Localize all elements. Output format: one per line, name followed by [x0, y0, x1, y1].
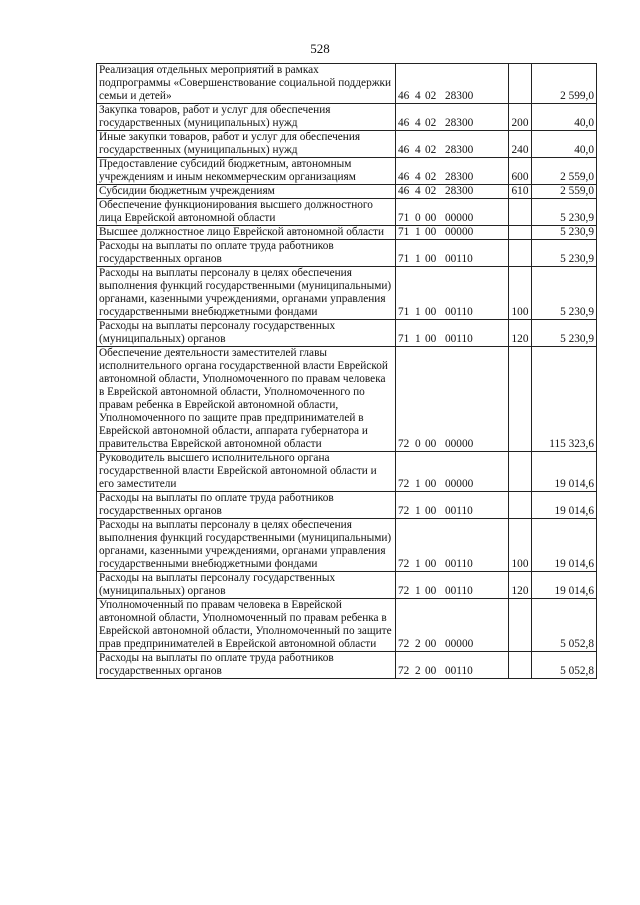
table-row — [97, 240, 597, 267]
expense-name: Закупка товаров, работ и услуг для обеспечения государственных (муниципальных) нужд — [97, 104, 396, 131]
amount: 2 559,0 — [532, 185, 597, 199]
target-code — [396, 131, 509, 158]
target-code-part: 00110 — [445, 665, 473, 677]
target-code-part: 00110 — [445, 505, 473, 517]
expense-type-code: 120 — [509, 320, 532, 347]
target-code-part: 72 — [398, 558, 410, 570]
target-code-part: 46 — [398, 117, 410, 129]
target-code — [396, 452, 509, 492]
target-code-part: 00 — [425, 333, 437, 345]
amount: 19 014,6 — [532, 492, 597, 519]
expense-type-code — [509, 452, 532, 492]
expense-type-code — [509, 347, 532, 452]
table-row — [97, 347, 597, 452]
expense-name: Реализация отдельных мероприятий в рамках подпрограммы «Совершенствование социальной поддержки семьи и детей» — [97, 64, 396, 104]
budget-table-body — [97, 64, 597, 679]
target-code — [396, 347, 509, 452]
table-row — [97, 131, 597, 158]
table-row — [97, 104, 597, 131]
target-code-part: 00 — [425, 306, 437, 318]
expense-name: Обеспечение деятельности заместителей главы исполнительного органа государственной власти Еврейской автономной области, Уполномоченного по правам человека в Еврейской автономной области, Уполномоченного по правам ребенка в Еврейской автономной области, Уполномоченного по защите прав предпринимателей в Еврейской автономной области, аппарата губернатора и правительства Еврейской автономной области — [97, 347, 396, 452]
target-code-part: 00 — [425, 558, 437, 570]
amount: 5 230,9 — [532, 267, 597, 320]
expense-type-code: 600 — [509, 158, 532, 185]
target-code-part: 4 — [415, 117, 421, 129]
target-code-part: 00110 — [445, 585, 473, 597]
expense-type-code: 100 — [509, 519, 532, 572]
target-code — [396, 158, 509, 185]
target-code-part: 0 — [415, 212, 421, 224]
expense-name: Расходы на выплаты по оплате труда работников государственных органов — [97, 492, 396, 519]
amount: 5 230,9 — [532, 199, 597, 226]
target-code-part: 1 — [415, 306, 421, 318]
expense-type-code: 240 — [509, 131, 532, 158]
table-row — [97, 652, 597, 679]
expense-name: Расходы на выплаты персоналу государственных (муниципальных) органов — [97, 572, 396, 599]
expense-type-code — [509, 199, 532, 226]
target-code-part: 00 — [425, 253, 437, 265]
target-code-part: 02 — [425, 171, 437, 183]
amount: 2 559,0 — [532, 158, 597, 185]
target-code-part: 4 — [415, 90, 421, 102]
expense-type-code — [509, 652, 532, 679]
target-code-part: 02 — [425, 144, 437, 156]
target-code — [396, 599, 509, 652]
target-code-part: 4 — [415, 185, 421, 197]
target-code-part: 46 — [398, 185, 410, 197]
expense-name: Расходы на выплаты персоналу в целях обеспечения выполнения функций государственными (муниципальными) органами, казенными учреждениями, органами управления государственными внебюджетными фондами — [97, 519, 396, 572]
table-row — [97, 519, 597, 572]
amount: 40,0 — [532, 104, 597, 131]
amount: 5 052,8 — [532, 652, 597, 679]
target-code-part: 46 — [398, 144, 410, 156]
table-row — [97, 226, 597, 240]
target-code-part: 4 — [415, 144, 421, 156]
target-code-part: 00 — [425, 638, 437, 650]
target-code-part: 00110 — [445, 253, 473, 265]
expense-type-code — [509, 599, 532, 652]
target-code-part: 28300 — [445, 117, 474, 129]
target-code-part: 71 — [398, 306, 410, 318]
target-code-part: 72 — [398, 505, 410, 517]
target-code — [396, 519, 509, 572]
target-code-part: 00 — [425, 212, 437, 224]
expense-name: Руководитель высшего исполнительного органа государственной власти Еврейской автономной области и его заместители — [97, 452, 396, 492]
expense-name: Иные закупки товаров, работ и услуг для обеспечения государственных (муниципальных) нужд — [97, 131, 396, 158]
target-code-part: 28300 — [445, 185, 474, 197]
amount: 19 014,6 — [532, 519, 597, 572]
target-code-part: 71 — [398, 226, 410, 238]
target-code-part: 4 — [415, 171, 421, 183]
expense-type-code: 610 — [509, 185, 532, 199]
target-code-part: 72 — [398, 438, 410, 450]
table-row — [97, 185, 597, 199]
amount: 2 599,0 — [532, 64, 597, 104]
target-code-part: 00 — [425, 478, 437, 490]
table-row — [97, 199, 597, 226]
target-code-part: 28300 — [445, 90, 474, 102]
target-code-part: 00110 — [445, 333, 473, 345]
target-code-part: 2 — [415, 638, 421, 650]
target-code-part: 72 — [398, 665, 410, 677]
expense-type-code — [509, 240, 532, 267]
target-code — [396, 226, 509, 240]
table-row — [97, 158, 597, 185]
target-code — [396, 199, 509, 226]
target-code-part: 1 — [415, 333, 421, 345]
expense-type-code: 200 — [509, 104, 532, 131]
expense-name: Высшее должностное лицо Еврейской автономной области — [97, 226, 396, 240]
table-row — [97, 267, 597, 320]
expense-name: Предоставление субсидий бюджетным, автономным учреждениям и иным некоммерческим организациям — [97, 158, 396, 185]
expense-name: Субсидии бюджетным учреждениям — [97, 185, 396, 199]
amount: 19 014,6 — [532, 452, 597, 492]
target-code-part: 00000 — [445, 638, 474, 650]
target-code-part: 1 — [415, 585, 421, 597]
target-code-part: 2 — [415, 665, 421, 677]
amount: 19 014,6 — [532, 572, 597, 599]
expense-name: Обеспечение функционирования высшего должностного лица Еврейской автономной области — [97, 199, 396, 226]
target-code-part: 71 — [398, 333, 410, 345]
target-code-part: 02 — [425, 90, 437, 102]
target-code — [396, 320, 509, 347]
expense-type-code — [509, 64, 532, 104]
target-code-part: 02 — [425, 185, 437, 197]
target-code-part: 00000 — [445, 212, 474, 224]
table-row — [97, 572, 597, 599]
expense-name: Расходы на выплаты по оплате труда работников государственных органов — [97, 652, 396, 679]
target-code-part: 00 — [425, 505, 437, 517]
target-code-part: 00000 — [445, 438, 474, 450]
target-code-part: 1 — [415, 505, 421, 517]
expense-type-code — [509, 492, 532, 519]
target-code-part: 00 — [425, 438, 437, 450]
target-code-part: 71 — [398, 253, 410, 265]
table-row — [97, 599, 597, 652]
amount: 115 323,6 — [532, 347, 597, 452]
table-row — [97, 320, 597, 347]
target-code-part: 00110 — [445, 306, 473, 318]
target-code-part: 1 — [415, 226, 421, 238]
expense-name: Расходы на выплаты персоналу в целях обеспечения выполнения функций государственными (муниципальными) органами, казенными учреждениями, органами управления государственными внебюджетными фондами — [97, 267, 396, 320]
table-row — [97, 64, 597, 104]
target-code — [396, 185, 509, 199]
amount: 5 052,8 — [532, 599, 597, 652]
target-code-part: 00 — [425, 226, 437, 238]
target-code-part: 71 — [398, 212, 410, 224]
target-code — [396, 492, 509, 519]
budget-table — [96, 63, 597, 679]
amount: 40,0 — [532, 131, 597, 158]
target-code-part: 72 — [398, 585, 410, 597]
target-code-part: 72 — [398, 478, 410, 490]
target-code-part: 1 — [415, 253, 421, 265]
target-code-part: 00 — [425, 585, 437, 597]
target-code-part: 46 — [398, 90, 410, 102]
target-code-part: 00110 — [445, 558, 473, 570]
target-code-part: 00000 — [445, 226, 474, 238]
target-code-part: 00000 — [445, 478, 474, 490]
target-code — [396, 267, 509, 320]
page-number: 528 — [310, 41, 330, 56]
expense-name: Расходы на выплаты персоналу государственных (муниципальных) органов — [97, 320, 396, 347]
expense-type-code — [509, 226, 532, 240]
target-code-part: 28300 — [445, 144, 474, 156]
expense-type-code: 100 — [509, 267, 532, 320]
target-code-part: 28300 — [445, 171, 474, 183]
expense-name: Уполномоченный по правам человека в Еврейской автономной области, Уполномоченный по правам ребенка в Еврейской автономной области, Уполномоченный по защите прав предпринимателей в Еврейской автономной области — [97, 599, 396, 652]
target-code-part: 02 — [425, 117, 437, 129]
expense-name: Расходы на выплаты по оплате труда работников государственных органов — [97, 240, 396, 267]
target-code — [396, 240, 509, 267]
target-code — [396, 64, 509, 104]
target-code-part: 00 — [425, 665, 437, 677]
table-row — [97, 452, 597, 492]
target-code-part: 1 — [415, 478, 421, 490]
target-code — [396, 104, 509, 131]
amount: 5 230,9 — [532, 240, 597, 267]
amount: 5 230,9 — [532, 320, 597, 347]
expense-type-code: 120 — [509, 572, 532, 599]
amount: 5 230,9 — [532, 226, 597, 240]
table-row — [97, 492, 597, 519]
target-code-part: 0 — [415, 438, 421, 450]
target-code-part: 72 — [398, 638, 410, 650]
target-code — [396, 652, 509, 679]
target-code-part: 46 — [398, 171, 410, 183]
target-code-part: 1 — [415, 558, 421, 570]
target-code — [396, 572, 509, 599]
